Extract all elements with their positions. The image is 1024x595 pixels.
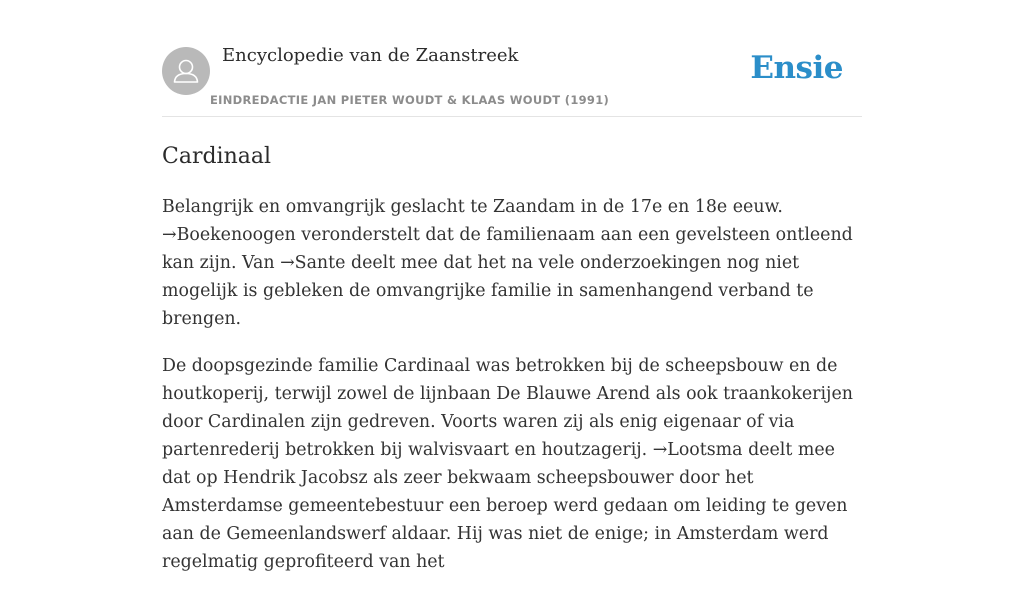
article-body xyxy=(162,193,862,576)
paragraph-1 xyxy=(162,193,862,333)
article-title: Cardinaal xyxy=(162,144,272,169)
source-header xyxy=(162,0,862,117)
paragraph-1-text-2: veronderstelt dat de familienaam aan een gevelsteen ontleend kan zijn. Van xyxy=(162,225,853,273)
page xyxy=(162,0,862,595)
source-title[interactable]: Encyclopedie van de Zaanstreek xyxy=(222,45,519,66)
crossref-link-lootsma[interactable]: →Lootsma xyxy=(652,440,743,460)
paragraph-2 xyxy=(162,352,862,576)
ensie-logo[interactable]: Ensie xyxy=(750,50,843,86)
crossref-link-sante[interactable]: →Sante xyxy=(280,253,346,273)
paragraph-1-text-1: Belangrijk en omvangrijk geslacht te Zaandam in de 17e en 18e eeuw. xyxy=(162,197,783,217)
crossref-link-boekenoogen[interactable]: →Boekenoogen xyxy=(162,225,296,245)
paragraph-2-text-1: De doopsgezinde familie Cardinaal was betrokken bij de scheepsbouw en de houtkoperij, terwijl zowel de lijnbaan De Blauwe Arend als ook traankokerijen door Cardinalen zijn gedreven. Voorts waren zij als enig eigenaar of via partenrederij betrokken bij walvisvaart en houtzagerij. xyxy=(162,356,853,460)
paragraph-2-text-2: deelt mee dat op Hendrik Jacobsz als zeer bekwaam scheepsbouwer door het Amsterdamse gemeentebestuur een beroep werd gedaan om leiding te geven aan de Gemeenlandswerf aldaar. Hij was niet de enige; in Amsterdam werd regelmatig geprofiteerd van het xyxy=(162,440,848,572)
source-editors: EINDREDACTIE JAN PIETER WOUDT & KLAAS WOUDT (1991) xyxy=(210,93,610,107)
user-placeholder-icon xyxy=(162,47,210,95)
paragraph-1-text-3: deelt mee dat het na vele onderzoekingen nog niet mogelijk is gebleken de omvangrijke familie in samenhangend verband te brengen. xyxy=(162,253,814,329)
